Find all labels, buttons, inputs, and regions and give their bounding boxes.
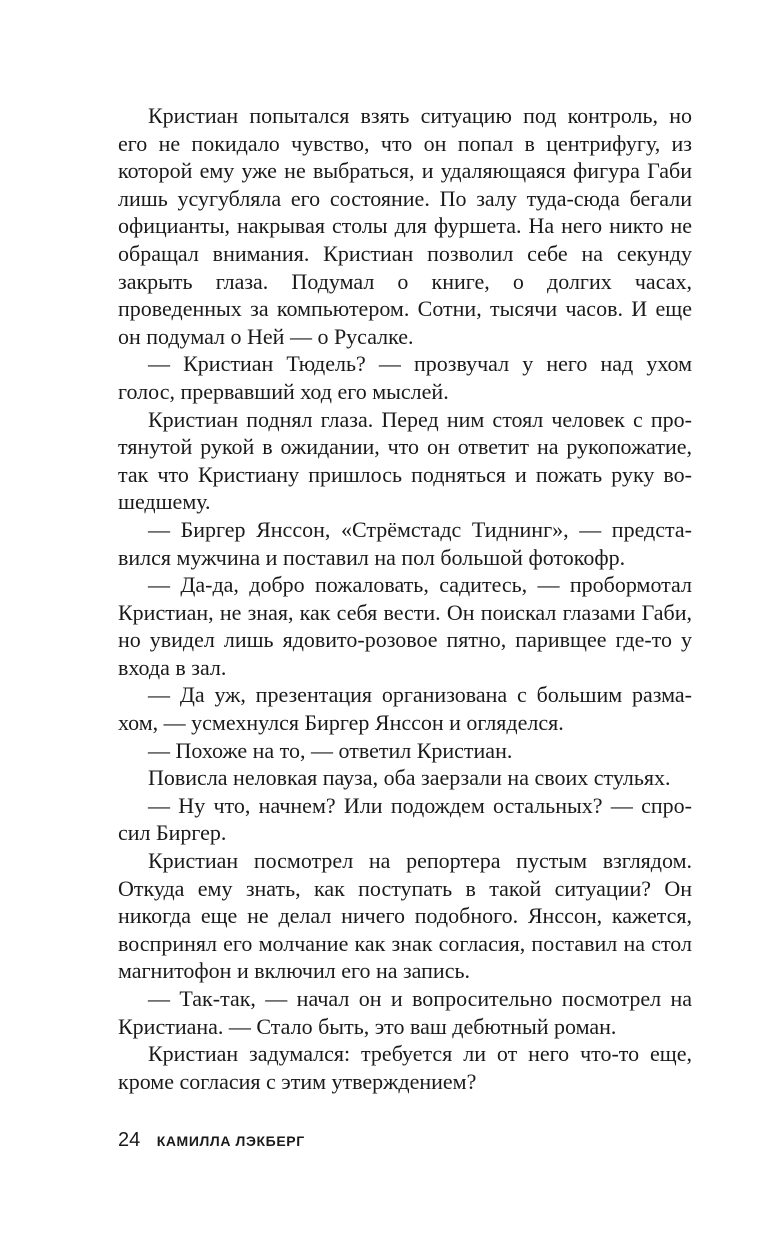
paragraph: Кристиан посмотрел на репортера пустым взглядом. Откуда ему знать, как поступать в такой ситуации? Он никогда еще не делал ничего подобного. Янссон, кажется, воспринял его молчание как знак согласия, поставил на стол магнитофон и включил его на запись. xyxy=(118,848,692,984)
paragraph: Кристиан задумался: требуется ли от него что-то еще, кроме согласия с этим утверждением? xyxy=(118,1041,692,1094)
page-footer xyxy=(118,1129,305,1152)
page-number: 24 xyxy=(118,1129,141,1151)
paragraph: — Биргер Янссон, «Стрёмстадс Тиднинг», — представился мужчина и поставил на пол большой фотокофр. xyxy=(118,516,692,570)
paragraph: — Да-да, добро пожаловать, садитесь, — пробормотал Кристиан, не зная, как себя вести. Он поискал глазами Габи, но увидел лишь ядовито-розовое пятно, паривщее где-то у входа в зал. xyxy=(118,572,692,680)
paragraph: Кристиан поднял глаза. Перед ним стоял человек с протянутой рукой в ожидании, что он ответит на рукопожатие, так что Кристиану пришлось подняться и пожать руку вошедшему. xyxy=(118,406,692,515)
paragraph: — Так-так, — начал он и вопросительно посмотрел на Кристиана. — Стало быть, это ваш дебютный роман. xyxy=(118,986,692,1039)
paragraph: Кристиан попытался взять ситуацию под контроль, но его не покидало чувство, что он попал в центрифугу, из которой ему уже не выбраться, и удаляющаяся фигура Габи лишь усугубляла его состояние. По залу туда-сюда бегали официанты, накрывая столы для фуршета. На него никто не обращал внимания. Кристиан позволил себе на секунду закрыть глаза. Подумал о книге, о долгих часах, проведенных за компьютером. Сотни, тысячи часов. И еще он подумал о Ней — о Русалке. xyxy=(118,103,692,349)
page-body xyxy=(118,102,692,1095)
paragraph: — Ну что, начнем? Или подождем остальных? — спросил Биргер. xyxy=(118,792,692,846)
paragraph: — Кристиан Тюдель? — прозвучал у него над ухом голос, прервавший ход его мыслей. xyxy=(118,351,692,404)
running-author: КАМИЛЛА ЛЭКБЕРГ xyxy=(156,1133,305,1149)
paragraph: — Да уж, презентация организована с большим размахом, — усмехнулся Биргер Янссон и огляделся. xyxy=(118,682,692,736)
paragraph: Повисла неловкая пауза, оба заерзали на своих стульях. xyxy=(148,765,671,791)
paragraph: — Похоже на то, — ответил Кристиан. xyxy=(148,737,513,763)
